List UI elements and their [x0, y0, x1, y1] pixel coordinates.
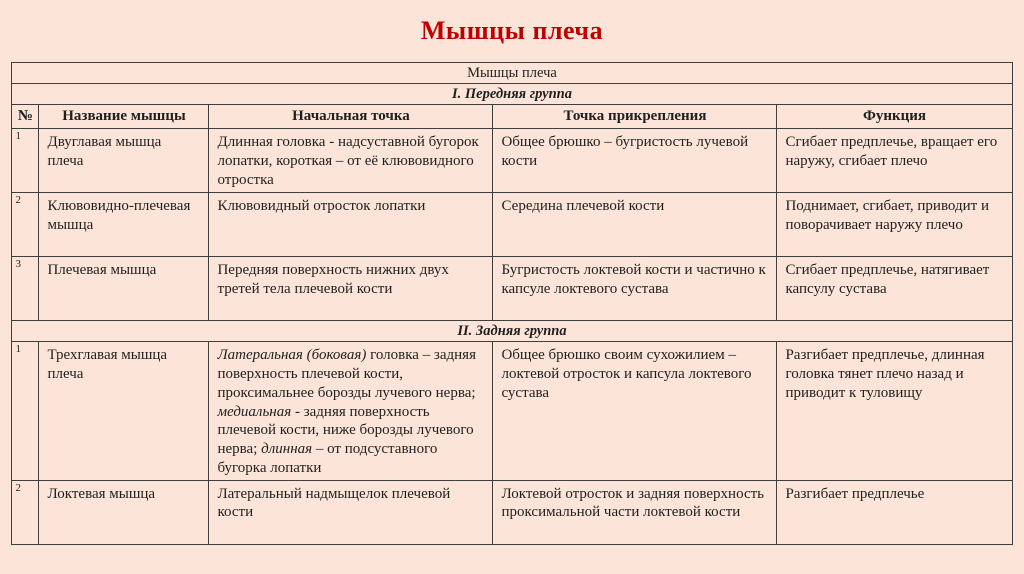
- table-row: [12, 129, 1012, 193]
- column-header-origin: Начальная точка: [209, 105, 493, 129]
- table-row: [12, 480, 1012, 544]
- cell-name: Локтевая мышца: [39, 480, 209, 544]
- cell-name: Клювовидно-плечевая мышца: [39, 193, 209, 257]
- text-segment: длинная: [261, 441, 313, 458]
- table-caption: Мышцы плеча: [12, 63, 1012, 84]
- cell-function: Сгибает предплечье, вращает его наружу, сгибает плечо: [777, 129, 1012, 193]
- cell-insertion: Середина плечевой кости: [493, 193, 777, 257]
- cell-origin: Латеральный надмыщелок плечевой кости: [209, 480, 493, 544]
- cell-name: Плечевая мышца: [39, 257, 209, 321]
- cell-function: Сгибает предплечье, натягивает капсулу сустава: [777, 257, 1012, 321]
- page-title: Мышцы плеча: [420, 16, 604, 45]
- section-title: II. Задняя группа: [12, 321, 1012, 342]
- text-segment: - задняя поверхность плечевой кости, ниже борозды лучевого нерва;: [217, 403, 474, 458]
- cell-num: 3: [12, 257, 39, 321]
- section-title-row: [12, 84, 1012, 105]
- cell-name: Двуглавая мышца плеча: [39, 129, 209, 193]
- table-caption-row: [12, 63, 1012, 84]
- text-segment: медиальная: [217, 403, 292, 420]
- muscle-table: [11, 62, 1012, 545]
- section-title: I. Передняя группа: [12, 84, 1012, 105]
- table-row: [12, 193, 1012, 257]
- table-header-row: [12, 105, 1012, 129]
- table-row: [12, 257, 1012, 321]
- cell-num: 1: [12, 129, 39, 193]
- column-header-insertion: Точка прикрепления: [493, 105, 777, 129]
- column-header-name: Название мышцы: [39, 105, 209, 129]
- cell-function: Разгибает предплечье, длинная головка тянет плечо назад и приводит к туловищу: [777, 342, 1012, 480]
- text-segment: Латеральная (боковая): [217, 347, 367, 364]
- section-title-row: [12, 321, 1012, 342]
- text-segment: головка – задняя поверхность плечевой кости, проксимальнее борозды лучевого нерва;: [217, 347, 476, 401]
- cell-origin: Длинная головка - надсуставной бугорок лопатки, короткая – от её клювовидного отростка: [209, 129, 493, 193]
- cell-function: Разгибает предплечье: [777, 480, 1012, 544]
- cell-insertion: Общее брюшко – бугристость лучевой кости: [493, 129, 777, 193]
- cell-num: 2: [12, 193, 39, 257]
- cell-insertion: Общее брюшко своим сухожилием – локтевой отросток и капсула локтевого сустава: [493, 342, 777, 480]
- cell-origin: [209, 342, 493, 480]
- cell-insertion: Локтевой отросток и задняя поверхность проксимальной части локтевой кости: [493, 480, 777, 544]
- cell-name: Трехглавая мышца плеча: [39, 342, 209, 480]
- cell-insertion: Бугристость локтевой кости и частично к капсуле локтевого сустава: [493, 257, 777, 321]
- column-header-function: Функция: [777, 105, 1012, 129]
- cell-num: 2: [12, 480, 39, 544]
- table-row: [12, 342, 1012, 480]
- cell-origin: Клювовидный отросток лопатки: [209, 193, 493, 257]
- cell-origin: Передняя поверхность нижних двух третей тела плечевой кости: [209, 257, 493, 321]
- cell-num: 1: [12, 342, 39, 480]
- text-segment: – от подсуставного бугорка лопатки: [217, 441, 438, 476]
- cell-function: Поднимает, сгибает, приводит и поворачивает наружу плечо: [777, 193, 1012, 257]
- muscle-table-body: [12, 63, 1012, 545]
- column-header-num: №: [12, 105, 39, 129]
